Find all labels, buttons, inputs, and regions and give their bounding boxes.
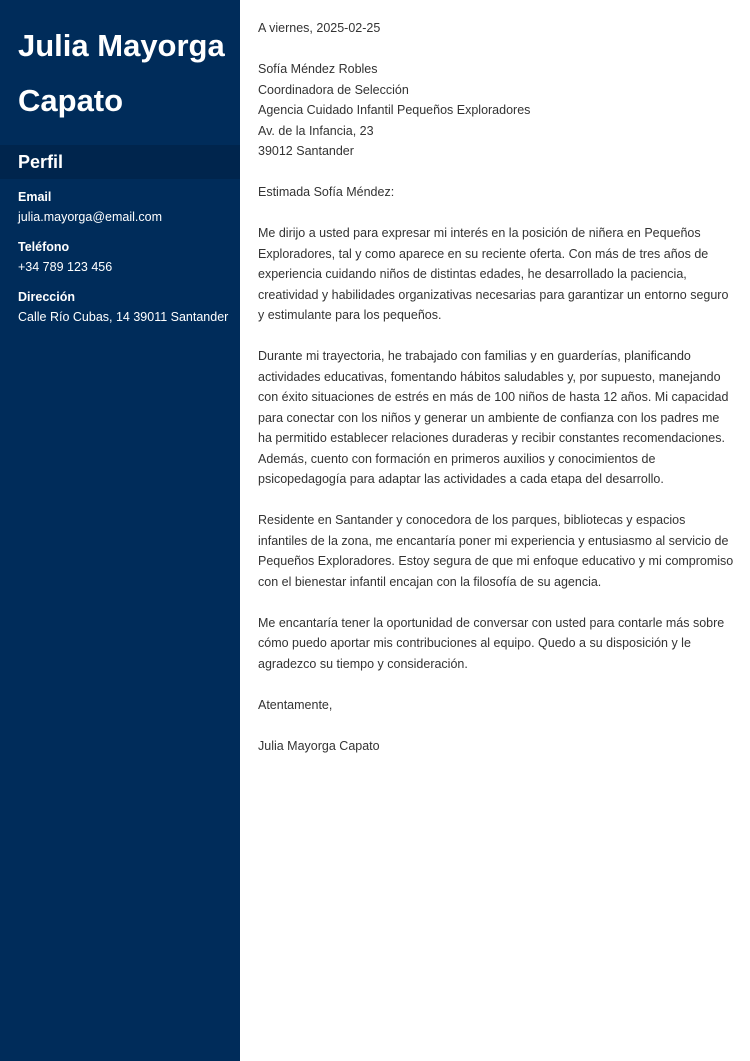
letter-closing: Atentamente, xyxy=(258,697,333,712)
address-value: Calle Río Cubas, 14 39011 Santander xyxy=(18,310,229,324)
applicant-name: Julia Mayorga Capato xyxy=(18,28,225,118)
contact-email xyxy=(18,187,233,227)
recipient-position: Coordinadora de Selección xyxy=(258,82,409,97)
email-label: Email xyxy=(18,190,52,204)
profile-section-title: Perfil xyxy=(18,152,64,172)
letter-date: A viernes, 2025-02-25 xyxy=(258,21,381,35)
contact-phone xyxy=(18,237,233,277)
letter-greeting: Estimada Sofía Méndez: xyxy=(258,185,395,199)
phone-label: Teléfono xyxy=(18,240,70,254)
recipient-address: Av. de la Infancia, 23 xyxy=(258,123,374,138)
letter-body xyxy=(258,18,734,756)
recipient-block xyxy=(258,59,734,162)
profile-section-header xyxy=(0,145,240,179)
phone-value: +34 789 123 456 xyxy=(18,260,113,274)
letter-paragraph-3: Residente en Santander y conocedora de los parques, bibliotecas y espacios infantiles de la zona, me encantaría poner mi experiencia y entusiasmo al servicio de Pequeños Exploradores. Estoy segura de que mi enfoque educativo y mi compromiso con el bienestar infantil encajan con la filosofía de su agencia. xyxy=(258,513,734,589)
letter-signature: Julia Mayorga Capato xyxy=(258,738,380,753)
letter-paragraph-2: Durante mi trayectoria, he trabajado con familias y en guarderías, planificando actividades educativas, fomentando hábitos saludables y, por supuesto, manejando con éxito situaciones de estrés en más de 100 niños de hasta 12 años. Mi capacidad para conectar con los niños y generar un ambiente de confianza con los padres me ha permitido establecer relaciones duraderas y recibir constantes recomendaciones. Además, cuento con formación en primeros auxilios y conocimientos de psicopedagogía para adaptar las actividades a cada etapa del desarrollo. xyxy=(258,349,729,486)
contact-address xyxy=(18,287,233,327)
address-label: Dirección xyxy=(18,290,75,304)
recipient-city: 39012 Santander xyxy=(258,144,354,158)
email-value: julia.mayorga@email.com xyxy=(18,210,162,224)
sidebar xyxy=(0,0,240,1061)
letter-paragraph-4: Me encantaría tener la oportunidad de conversar con usted para contarle más sobre cómo puedo aportar mis contribuciones al equipo. Quedo a su disposición y le agradezco su tiempo y consideración. xyxy=(258,615,725,671)
recipient-name: Sofía Méndez Robles xyxy=(258,62,378,76)
letter-paragraph-1: Me dirijo a usted para expresar mi interés en la posición de niñera en Pequeños Exploradores, tal y como aparece en su reciente oferta. Con más de tres años de experiencia cuidando niños de distintas edades, he desarrollado la paciencia, creatividad y habilidades organizativas necesarias para garantizar un entorno seguro y estimulante para los pequeños. xyxy=(258,226,729,322)
recipient-company: Agencia Cuidado Infantil Pequeños Exploradores xyxy=(258,103,531,117)
